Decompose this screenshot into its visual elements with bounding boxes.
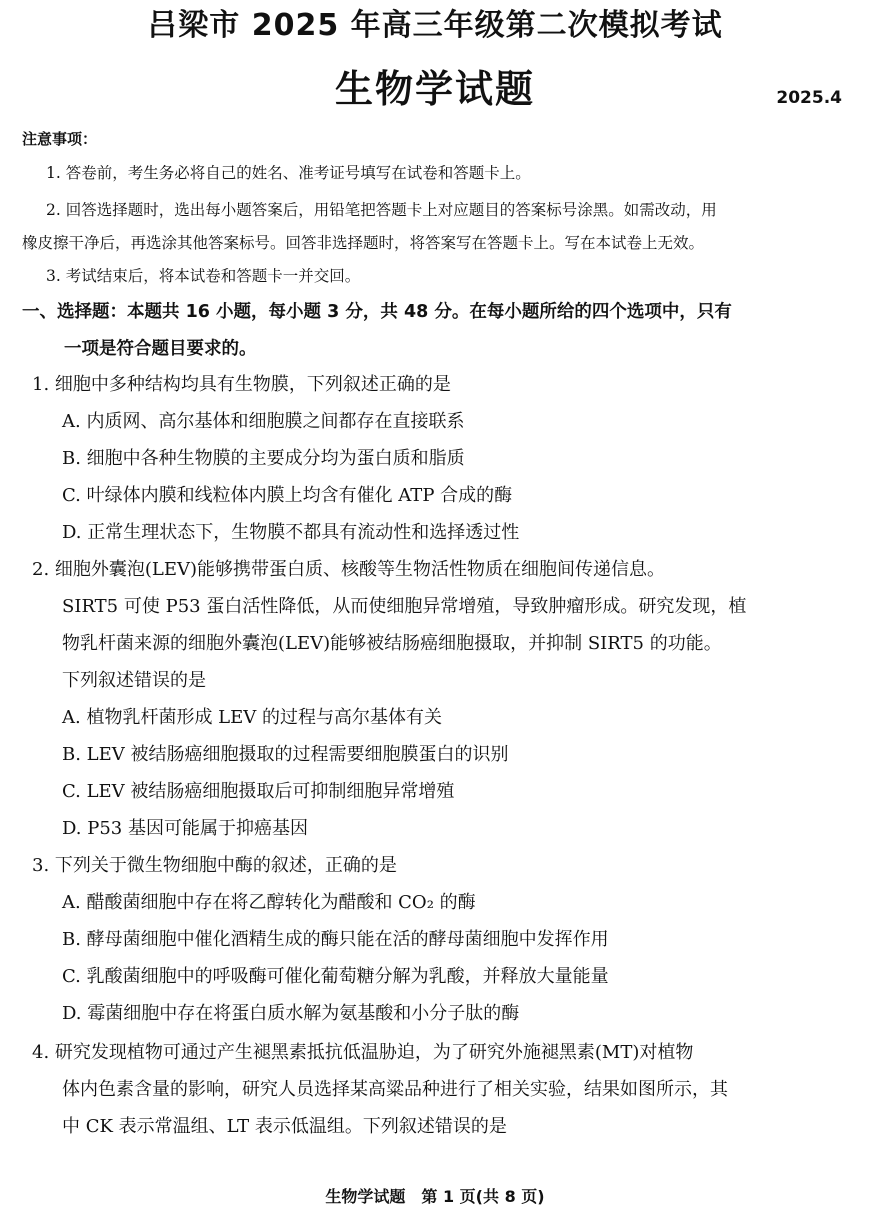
section-heading-cont: 一项是符合题目要求的。 xyxy=(64,339,257,359)
question-3-option-c: C. 乳酸菌细胞中的呼吸酶可催化葡萄糖分解为乳酸，并释放大量能量 xyxy=(62,966,609,987)
question-2-stem: 2. 细胞外囊泡(LEV)能够携带蛋白质、核酸等生物活性物质在细胞间传递信息。 xyxy=(32,559,666,580)
question-3-stem: 3. 下列关于微生物细胞中酶的叙述，正确的是 xyxy=(32,855,397,876)
section-heading: 一、选择题：本题共 16 小题，每小题 3 分，共 48 分。在每小题所给的四个选项中，只有 xyxy=(22,302,732,322)
notice-item: 3. 考试结束后，将本试卷和答题卡一并交回。 xyxy=(46,267,361,285)
question-2-option-a: A. 植物乳杆菌形成 LEV 的过程与高尔基体有关 xyxy=(62,707,442,728)
notice-item: 1. 答卷前，考生务必将自己的姓名、准考证号填写在试卷和答题卡上。 xyxy=(46,164,531,182)
question-2-stem: 物乳杆菌来源的细胞外囊泡(LEV)能够被结肠癌细胞摄取，并抑制 SIRT5 的功能。 xyxy=(62,633,722,654)
question-1-option-a: A. 内质网、高尔基体和细胞膜之间都存在直接联系 xyxy=(62,411,465,432)
exam-title: 吕梁市 2025 年高三年级第二次模拟考试 xyxy=(147,8,723,43)
question-3-option-a: A. 醋酸菌细胞中存在将乙醇转化为醋酸和 CO₂ 的酶 xyxy=(62,892,476,913)
page-footer: 生物学试题 第 1 页(共 8 页) xyxy=(325,1187,545,1206)
question-2-stem: SIRT5 可使 P53 蛋白活性降低，从而使细胞异常增殖，导致肿瘤形成。研究发现，植 xyxy=(62,596,747,617)
question-3-option-b: B. 酵母菌细胞中催化酒精生成的酶只能在活的酵母菌细胞中发挥作用 xyxy=(62,929,609,950)
question-1-stem: 1. 细胞中多种结构均具有生物膜，下列叙述正确的是 xyxy=(32,374,451,395)
question-1-option-d: D. 正常生理状态下，生物膜不都具有流动性和选择透过性 xyxy=(62,522,520,543)
notice-item: 2. 回答选择题时，选出每小题答案后，用铅笔把答题卡上对应题目的答案标号涂黑。如需改动，用 xyxy=(46,201,717,219)
question-1-option-b: B. 细胞中各种生物膜的主要成分均为蛋白质和脂质 xyxy=(62,448,465,469)
question-2-stem: 下列叙述错误的是 xyxy=(62,670,206,691)
notice-item: 橡皮擦干净后，再选涂其他答案标号。回答非选择题时，将答案写在答题卡上。写在本试卷上无效。 xyxy=(22,234,705,252)
question-2-option-d: D. P53 基因可能属于抑癌基因 xyxy=(62,818,308,839)
question-4-stem: 中 CK 表示常温组、LT 表示低温组。下列叙述错误的是 xyxy=(62,1116,507,1137)
question-1-option-c: C. 叶绿体内膜和线粒体内膜上均含有催化 ATP 合成的酶 xyxy=(62,485,513,506)
notice-heading: 注意事项： xyxy=(22,130,98,148)
question-2-option-b: B. LEV 被结肠癌细胞摄取的过程需要细胞膜蛋白的识别 xyxy=(62,744,509,765)
question-2-option-c: C. LEV 被结肠癌细胞摄取后可抑制细胞异常增殖 xyxy=(62,781,455,802)
subject-title: 生物学试题 xyxy=(334,67,535,111)
question-4-stem: 体内色素含量的影响，研究人员选择某高粱品种进行了相关实验，结果如图所示，其 xyxy=(62,1079,728,1100)
question-4-stem: 4. 研究发现植物可通过产生褪黑素抵抗低温胁迫，为了研究外施褪黑素(MT)对植物 xyxy=(32,1042,694,1063)
question-3-option-d: D. 霉菌细胞中存在将蛋白质水解为氨基酸和小分子肽的酶 xyxy=(62,1003,520,1024)
exam-date: 2025.4 xyxy=(776,88,842,108)
